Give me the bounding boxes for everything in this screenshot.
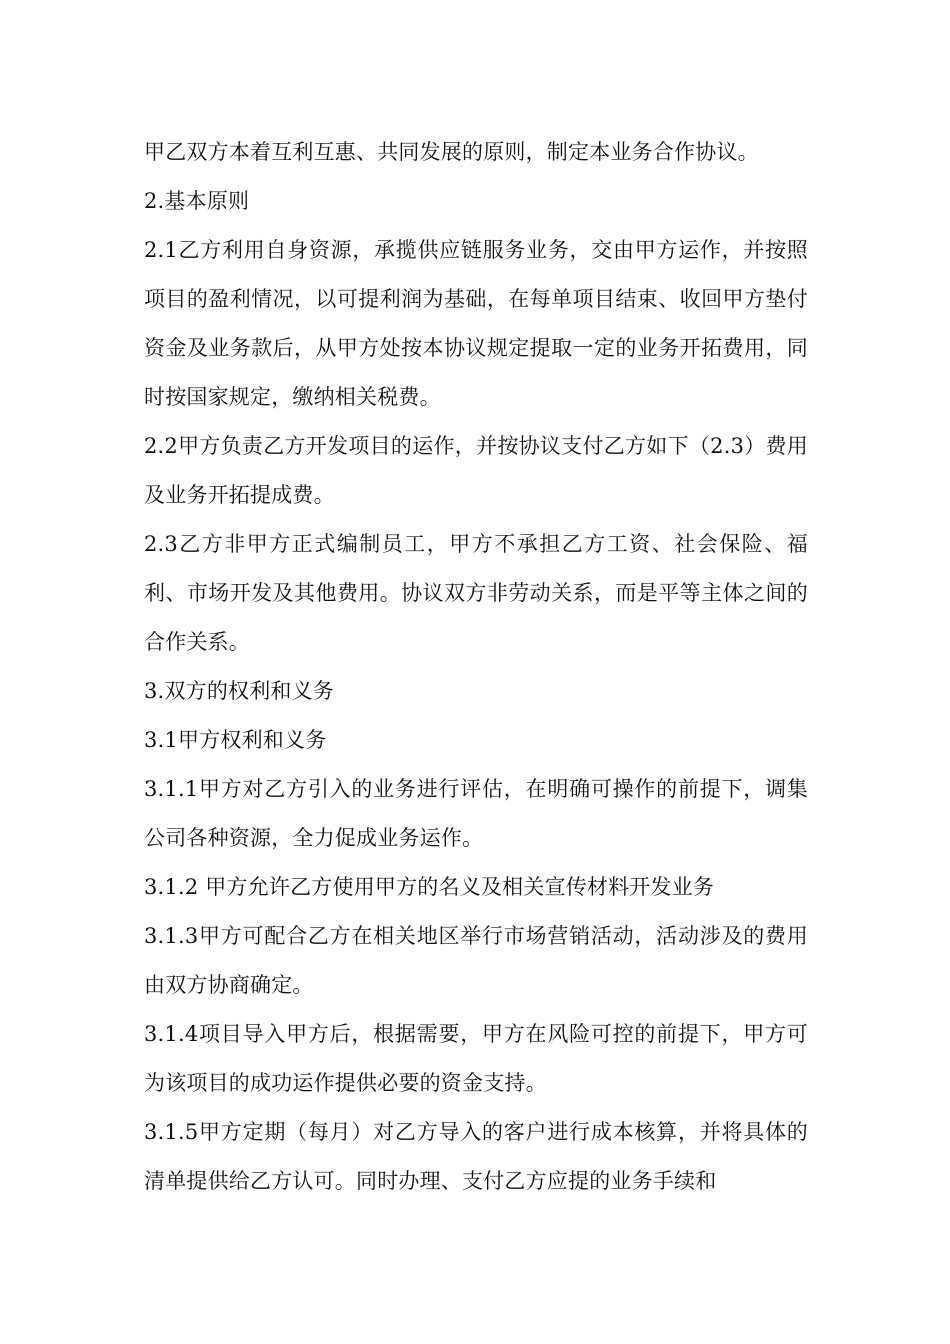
clause-2-2: 2.2甲方负责乙方开发项目的运作，并按协议支付乙方如下（2.3）费用及业务开拓提成费。 [144, 434, 808, 507]
clause-2-1: 2.1乙方利用自身资源，承揽供应链服务业务，交由甲方运作，并按照项目的盈利情况，以可提利润为基础，在每单项目结束、收回甲方垫付资金及业务款后，从甲方处按本协议规定提取一定的业务开拓费用，同时按国家规定，缴纳相关税费。 [144, 238, 808, 409]
subsection-heading-party-a: 3.1甲方权利和义务 [144, 728, 327, 752]
section-heading-rights-obligations: 3.双方的权利和义务 [144, 679, 335, 703]
clause-3-1-3: 3.1.3甲方可配合乙方在相关地区举行市场营销活动，活动涉及的费用由双方协商确定。 [144, 924, 808, 997]
clause-3-1-1: 3.1.1甲方对乙方引入的业务进行评估，在明确可操作的前提下，调集公司各种资源，全力促成业务运作。 [144, 777, 808, 850]
section-heading-basic-principles: 2.基本原则 [144, 189, 250, 213]
clause-3-1-4: 3.1.4项目导入甲方后，根据需要，甲方在风险可控的前提下，甲方可为该项目的成功运作提供必要的资金支持。 [144, 1022, 808, 1095]
clause-3-1-5: 3.1.5甲方定期（每月）对乙方导入的客户进行成本核算，并将具体的清单提供给乙方认可。同时办理、支付乙方应提的业务手续和 [144, 1120, 808, 1193]
clause-2-3: 2.3乙方非甲方正式编制员工，甲方不承担乙方工资、社会保险、福利、市场开发及其他费用。协议双方非劳动关系，而是平等主体之间的合作关系。 [144, 532, 808, 654]
clause-3-1-2: 3.1.2 甲方允许乙方使用甲方的名义及相关宣传材料开发业务 [144, 875, 715, 899]
paragraph-intro: 甲乙双方本着互利互惠、共同发展的原则，制定本业务合作协议。 [144, 140, 759, 164]
document-body [144, 128, 808, 1206]
